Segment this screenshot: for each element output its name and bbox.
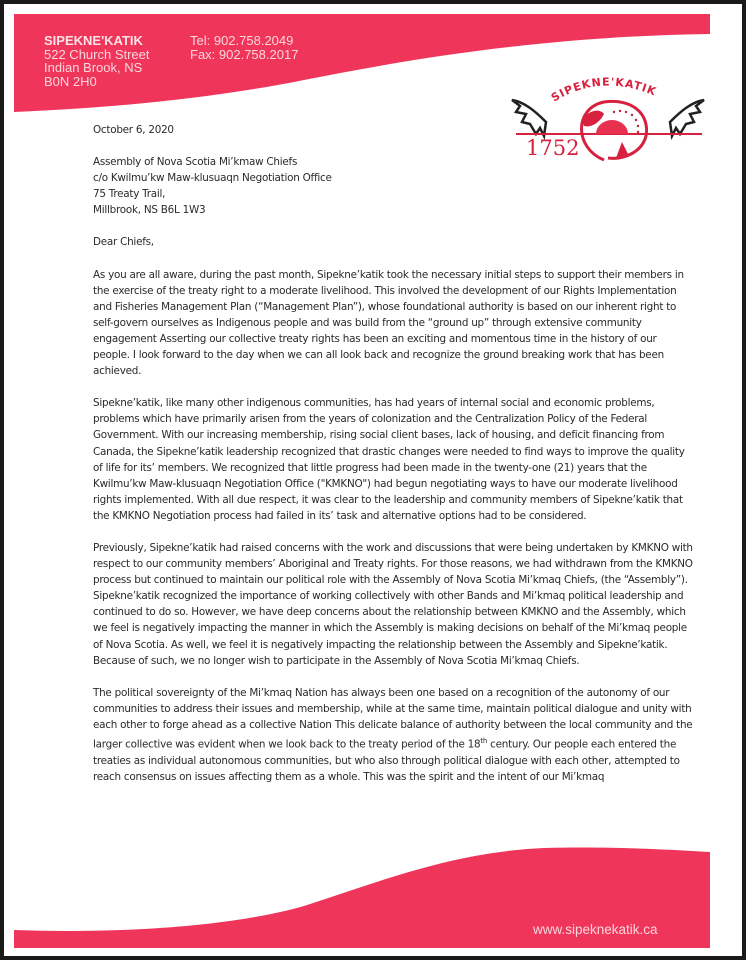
website-url: www.sipeknekatik.ca xyxy=(533,922,658,937)
paragraph: Previously, Sipekne’katik had raised concerns with the work and discussions that were being undertaken by KMKNO with respect to our community members’ Aboriginal and Treaty rights. For those reasons, we had withdrawn from the KMKNO process but continued to maintain our political role with the Assembly of Nova Scotia Mi’kmaq Chiefs, (the “Assembly”). Sipekne’katik recognized the importance of working collectively with other Bands and Mi’kmaq political leadership and continued to do so. However, we have deep concerns about the relationship between KMKNO and the Assembly, which we feel is negatively impacting the manner in which the Assembly is making decisions on behalf of the Mi’kmaq people of Nova Scotia. As well, we feel it is negatively impacting the relationship between the Assembly and Sipekne’katik. Because of such, we no longer wish to participate in the Assembly of Nova Scotia Mi’kmaq Chiefs. xyxy=(93,541,693,667)
recipient-address xyxy=(93,154,693,218)
address-line-1: 522 Church Street xyxy=(44,46,150,62)
footer-red-wave xyxy=(4,844,742,956)
svg-text:SIPEKNE'KATIK xyxy=(549,75,659,104)
address-line-2: Indian Brook, NS xyxy=(44,60,143,75)
letter-body xyxy=(93,122,693,785)
recipient-line: Assembly of Nova Scotia Mi’kmaw Chiefs xyxy=(93,156,298,169)
recipient-line: c/o Kwilmu’kw Maw-klusuaqn Negotiation Office xyxy=(93,172,332,185)
logo-year: 1752 xyxy=(526,136,580,160)
letter-page xyxy=(4,4,742,956)
postal-code: B0N 2H0 xyxy=(44,73,97,89)
letter-date: October 6, 2020 xyxy=(93,124,174,136)
paragraph: Sipekne’katik, like many other indigenous communities, has had years of internal social and economic problems, problems which have primarily arisen from the years of colonization and the Centralization Policy of the Federal Government. With our increasing membership, rising social client bases, lack of housing, and deficit financing from Canada, the Sipekne’katik leadership recognized that drastic changes were needed to find ways to improve the quality of life for its’ members. We recognized that little progress had been made in the twenty-one (21) years that the Kwilmu’kw Maw-klusuaqn Negotiation Office ("KMKNO") had begun negotiating ways to have our moderate livelihood rights implemented. With all due respect, it was clear to the leadership and community members of Sipekne’katik that the KMKNO Negotiation process had failed in its’ task and alternative options had to be considered. xyxy=(93,397,685,522)
telephone: Tel: 902.758.2049 xyxy=(190,33,294,48)
logo-arc-text: SIPEKNE'KATIK xyxy=(548,75,659,105)
paragraph: As you are all aware, during the past month, Sipekne’katik took the necessary initial steps to support their members in the exercise of the treaty right to a moderate livelihood. This involved the development of our Rights Implementation and Fisheries Management Plan (“Management Plan”), whose foundational authority is based on our inherent right to self-govern ourselves as Indigenous people and was build from the “ground up” through extensive community engagement Asserting our collective treaty rights has been an exciting and momentous time in the history of our people. I look forward to the day when we can all look back and recognize the ground breaking work that has been achieved. xyxy=(93,268,684,378)
recipient-line: Millbrook, NS B6L 1W3 xyxy=(93,204,206,217)
sender-address xyxy=(44,34,150,88)
paragraph-text: The political sovereignty of the Mi’kmaq Nation has always been one based on a recognition of the autonomy of our communities to address their issues and membership, while at the same time, maintain political dialogue and unity with each other to forge ahead as a collective Nation This delicate balance of authority between the local community and the larger collective was evident when we look back to the treaty period of the 18 xyxy=(93,686,693,751)
recipient-line: 75 Treaty Trail, xyxy=(93,188,166,201)
salutation: Dear Chiefs, xyxy=(93,236,154,249)
paragraph xyxy=(93,685,693,785)
org-name: SIPEKNE'KATIK xyxy=(44,33,143,48)
fax: Fax: 902.758.2017 xyxy=(190,46,299,62)
superscript: th xyxy=(480,737,488,745)
paragraph-text: century. Our people each entered the treaties as individual autonomous communities, but who also through political dialogue with each other, attempted to reach consensus on issues affecting them as a whole. This was the spirit and the intent of our Mi’kmaq xyxy=(93,738,680,783)
contact-info xyxy=(190,34,298,61)
